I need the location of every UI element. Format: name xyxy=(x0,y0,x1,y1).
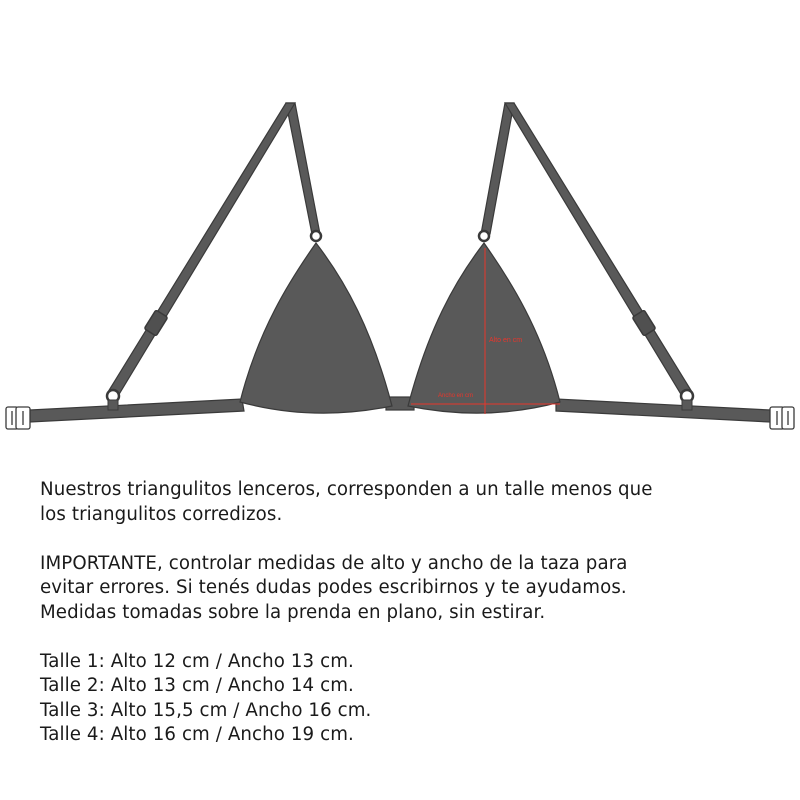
left-underband xyxy=(30,399,244,422)
important-line: Medidas tomadas sobre la prenda en plano, sin estirar. xyxy=(40,601,546,623)
right-hook-closure xyxy=(770,407,794,429)
right-cup xyxy=(408,243,560,413)
size-line: Talle 1: Alto 12 cm / Ancho 13 cm. xyxy=(40,650,354,672)
right-band-loop xyxy=(682,400,692,410)
ancho-label: Ancho en cm xyxy=(438,393,474,399)
size-line: Talle 2: Alto 13 cm / Ancho 14 cm. xyxy=(40,675,354,696)
right-underband xyxy=(556,399,770,422)
left-cup xyxy=(240,243,392,413)
left-hook-closure xyxy=(6,407,30,429)
size-line: Talle 3: Alto 15,5 cm / Ancho 16 cm. xyxy=(40,699,372,721)
size-line: Talle 4: Alto 16 cm / Ancho 19 cm. xyxy=(40,724,354,745)
intro-line: Nuestros triangulitos lenceros, corresponden a un talle menos que xyxy=(40,479,653,500)
right-cup-ring xyxy=(479,231,489,241)
left-cup-ring xyxy=(311,231,321,241)
description-text xyxy=(40,478,790,748)
left-band-loop xyxy=(108,400,118,410)
important-line: IMPORTANTE, controlar medidas de alto y ancho de la taza para xyxy=(40,552,628,574)
alto-label: Alto en cm xyxy=(489,337,523,344)
intro-line: los triangulitos corredizos. xyxy=(40,503,283,525)
important-line: evitar errores. Si tenés dudas podes escribirnos y te ayudamos. xyxy=(40,577,627,598)
